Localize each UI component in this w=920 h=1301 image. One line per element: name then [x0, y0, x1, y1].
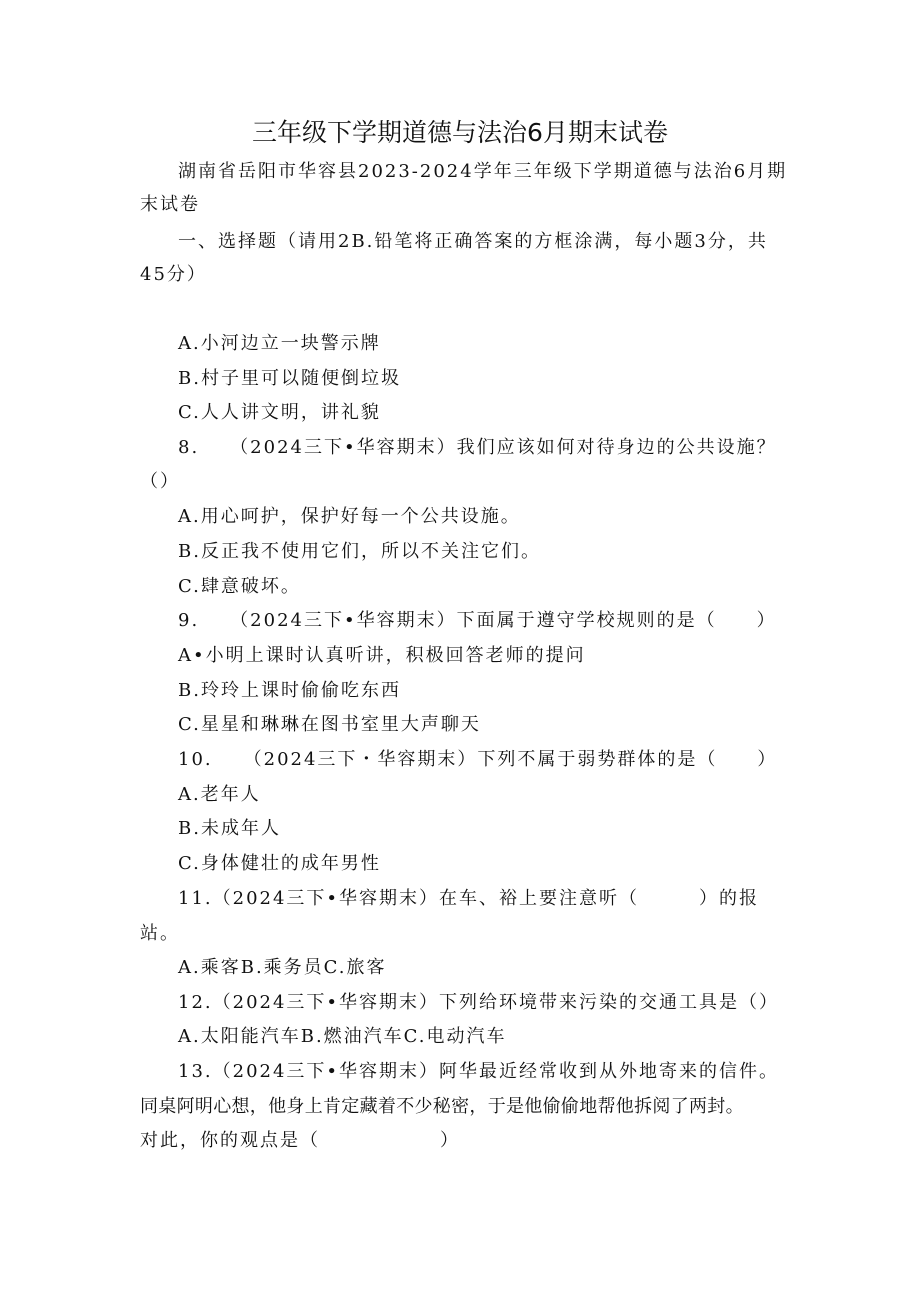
q8-stem-line-1: 8. （2024三下•华容期末）我们应该如何对待身边的公共设施？	[178, 437, 777, 458]
subtitle-line-1: 湖南省岳阳市华容县2023-2024学年三年级下学期道德与法治6月期	[178, 161, 788, 182]
q13-stem-line-1: 13.（2024三下•华容期末）阿华最近经常收到从外地寄来的信件。	[178, 1061, 780, 1082]
page-title: 三年级下学期道德与法治6月期末试卷	[252, 118, 668, 147]
q9-option-a: A•小明上课时认真听讲，积极回答老师的提问	[178, 645, 586, 666]
q8-option-b: B.反正我不使用它们，所以不关注它们。	[178, 541, 541, 562]
q13-stem-line-3: 对此，你的观点是（ ）	[140, 1130, 460, 1151]
q11-stem-line-2: 站。	[140, 923, 180, 944]
q8-stem-line-2: （）	[140, 471, 180, 492]
subtitle-line-2: 末试卷	[140, 194, 200, 215]
q12-options: A.太阳能汽车B.燃油汽车C.电动汽车	[178, 1026, 507, 1047]
section-heading-line-1: 一、选择题（请用2B.铅笔将正确答案的方框涂满，每小题3分，共	[178, 231, 768, 252]
q9-option-c: C.星星和琳琳在图书室里大声聊天	[178, 714, 481, 735]
q10-option-b: B.未成年人	[178, 818, 281, 839]
q9-option-b: B.玲玲上课时偷偷吃东西	[178, 680, 401, 701]
q11-stem-line-1: 11.（2024三下•华容期末）在车、裕上要注意听（ ）的报	[178, 888, 760, 909]
q11-options: A.乘客B.乘务员C.旅客	[178, 957, 387, 978]
q12-stem: 12.（2024三下•华容期末）下列给环境带来污染的交通工具是（）	[178, 992, 780, 1013]
section-heading-line-2: 45分）	[140, 264, 207, 285]
q9-stem: 9. （2024三下•华容期末）下面属于遵守学校规则的是（ ）	[178, 610, 777, 631]
q10-option-c: C.身体健壮的成年男性	[178, 853, 381, 874]
q8-option-c: C.肆意破坏。	[178, 576, 301, 597]
q7-option-c: C.人人讲文明，讲礼貌	[178, 402, 381, 423]
q10-stem: 10. （2024三下・华容期末）下列不属于弱势群体的是（ ）	[178, 749, 778, 770]
q8-option-a: A.用心呵护，保护好每一个公共设施。	[178, 506, 521, 527]
q7-option-b: B.村子里可以随便倒垃圾	[178, 368, 401, 389]
q7-option-a: A.小河边立一块警示牌	[178, 333, 381, 354]
q10-option-a: A.老年人	[178, 784, 261, 805]
q13-stem-line-2: 同桌阿明心想，他身上肯定藏着不少秘密，于是他偷偷地帮他拆阅了两封。	[140, 1096, 744, 1117]
